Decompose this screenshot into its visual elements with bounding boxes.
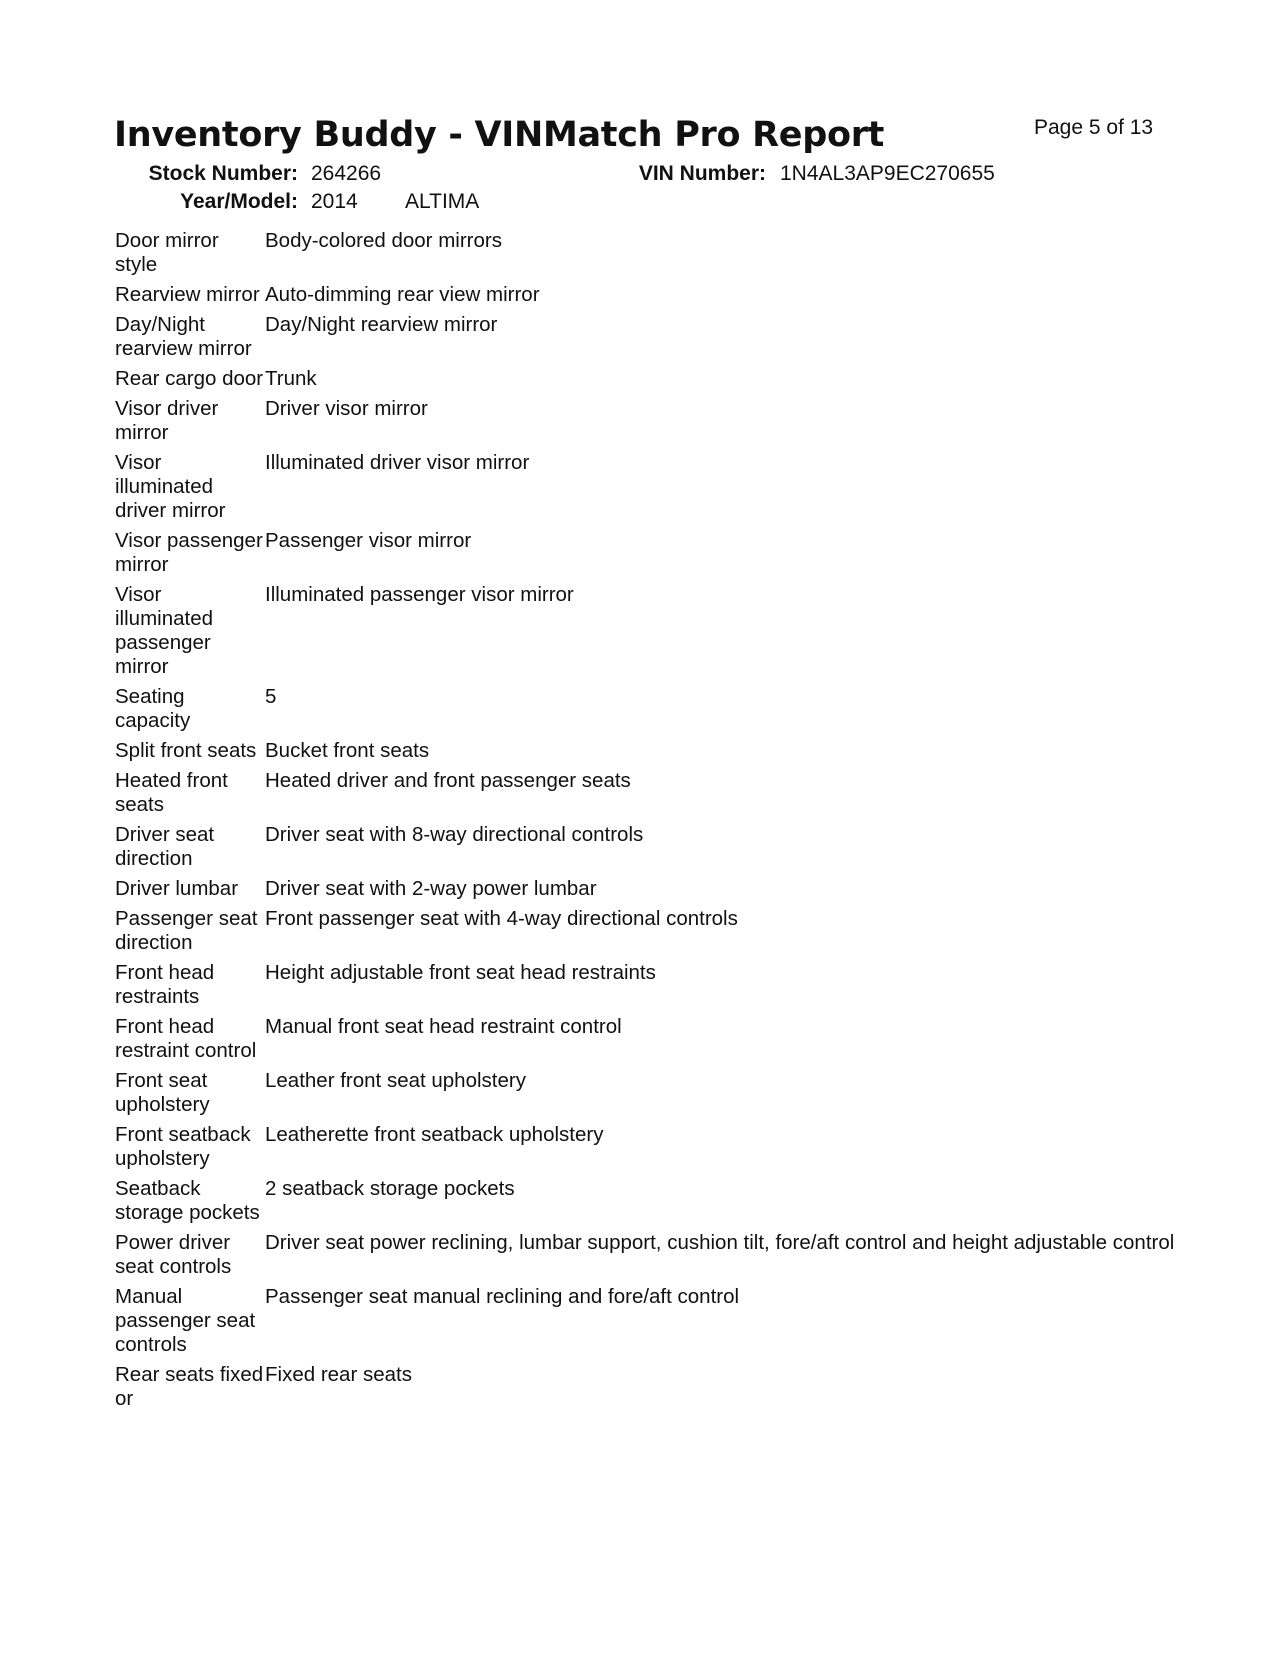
spec-name: Visor illuminated passenger mirror (115, 583, 213, 678)
spec-name: Visor illuminated driver mirror (115, 451, 226, 522)
spec-row (115, 1363, 1175, 1411)
spec-row (115, 367, 1175, 391)
spec-name: Front head restraint control (115, 1015, 257, 1062)
spec-row (115, 1285, 1175, 1357)
stock-number-label: Stock Number: (148, 162, 298, 185)
spec-name: Front seat upholstery (115, 1069, 210, 1116)
spec-value: Driver seat with 8-way directional controls (265, 823, 644, 846)
spec-name: Passenger seat direction (115, 907, 258, 954)
spec-row (115, 907, 1175, 955)
spec-value: Height adjustable front seat head restraints (265, 961, 656, 984)
spec-row (115, 229, 1175, 277)
spec-name: Power driver seat controls (115, 1231, 232, 1278)
spec-row (115, 451, 1175, 523)
spec-row (115, 529, 1175, 577)
spec-name: Seating capacity (115, 685, 191, 732)
spec-name: Driver seat direction (115, 823, 215, 870)
spec-name: Rear seats fixed or (115, 1363, 264, 1410)
page-number: Page 5 of 13 (1034, 116, 1154, 139)
spec-value: Fixed rear seats (265, 1363, 412, 1386)
spec-row (115, 1069, 1175, 1117)
spec-row (115, 1177, 1175, 1225)
spec-value: Trunk (265, 367, 317, 390)
spec-value: 2 seatback storage pockets (265, 1177, 515, 1200)
spec-value: Auto-dimming rear view mirror (265, 283, 540, 306)
spec-value: Leatherette front seatback upholstery (265, 1123, 604, 1146)
spec-value: Day/Night rearview mirror (265, 313, 498, 336)
spec-row (115, 313, 1175, 361)
spec-row (115, 685, 1175, 733)
spec-row (115, 961, 1175, 1009)
spec-name: Visor driver mirror (115, 397, 219, 444)
spec-row (115, 739, 1175, 763)
spec-value: Driver seat power reclining, lumbar support, cushion tilt, fore/aft control and height adjustable control (265, 1231, 1175, 1254)
spec-value: Driver visor mirror (265, 397, 428, 420)
spec-value: Heated driver and front passenger seats (265, 769, 631, 792)
spec-value: Driver seat with 2-way power lumbar (265, 877, 597, 900)
spec-name: Split front seats (115, 739, 257, 762)
spec-row (115, 877, 1175, 901)
spec-value: Manual front seat head restraint control (265, 1015, 622, 1038)
spec-value: Bucket front seats (265, 739, 430, 762)
spec-row (115, 1015, 1175, 1063)
spec-row (115, 823, 1175, 871)
vin-number-label: VIN Number: (638, 162, 766, 185)
spec-name: Visor passenger mirror (115, 529, 263, 576)
spec-value: Body-colored door mirrors (265, 229, 502, 252)
spec-row (115, 769, 1175, 817)
report-title: Inventory Buddy - VINMatch Pro Report (114, 115, 885, 155)
spec-name: Rear cargo door (115, 367, 264, 390)
vin-number-value: 1N4AL3AP9EC270655 (780, 162, 995, 185)
spec-row (115, 583, 1175, 679)
spec-name: Seatback storage pockets (115, 1177, 260, 1224)
spec-row (115, 283, 1175, 307)
year-value: 2014 (311, 190, 358, 213)
spec-list (115, 229, 1175, 1417)
spec-value: Front passenger seat with 4-way directional controls (265, 907, 738, 930)
spec-row (115, 397, 1175, 445)
model-value: ALTIMA (405, 190, 480, 213)
spec-name: Rearview mirror (115, 283, 260, 306)
spec-value: Illuminated passenger visor mirror (265, 583, 574, 606)
spec-value: Leather front seat upholstery (265, 1069, 526, 1092)
spec-value: Passenger visor mirror (265, 529, 472, 552)
spec-name: Front seatback upholstery (115, 1123, 251, 1170)
spec-name: Manual passenger seat controls (115, 1285, 256, 1356)
spec-value: 5 (265, 685, 277, 708)
stock-number-value: 264266 (311, 162, 382, 185)
spec-name: Driver lumbar (115, 877, 239, 900)
spec-name: Day/Night rearview mirror (115, 313, 252, 360)
spec-row (115, 1231, 1175, 1279)
spec-name: Front head restraints (115, 961, 215, 1008)
year-model-label: Year/Model: (180, 190, 298, 213)
spec-name: Heated front seats (115, 769, 228, 816)
spec-value: Illuminated driver visor mirror (265, 451, 530, 474)
spec-row (115, 1123, 1175, 1171)
spec-value: Passenger seat manual reclining and fore/aft control (265, 1285, 740, 1308)
spec-name: Door mirror style (115, 229, 219, 276)
